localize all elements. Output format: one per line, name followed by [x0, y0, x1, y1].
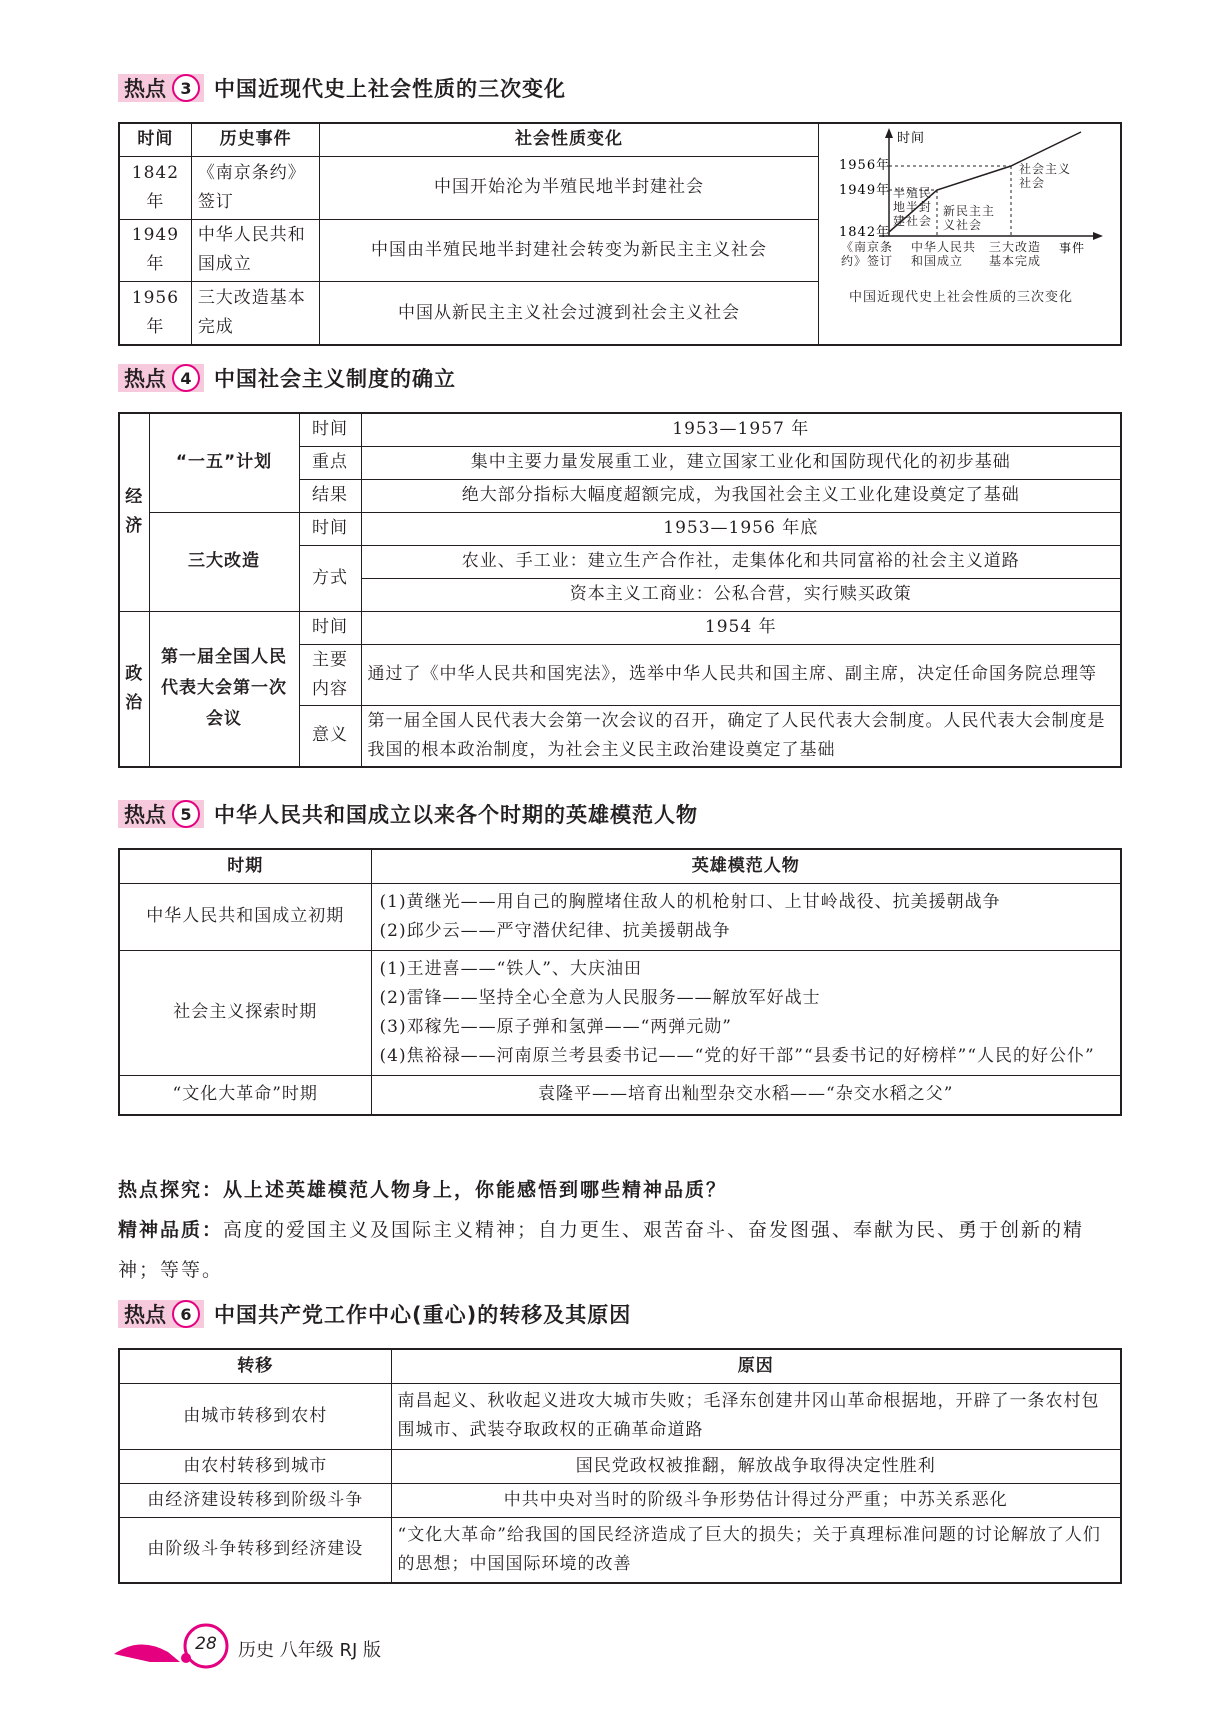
- shift-4: 由阶级斗争转移到经济建设: [119, 1517, 391, 1583]
- econ-label: 经济: [119, 413, 149, 611]
- y-axis-arrow: [885, 128, 893, 138]
- key-time: 时间: [299, 512, 361, 545]
- shift-2: 由农村转移到城市: [119, 1449, 391, 1483]
- footer-subject: 历史 八年级 RJ 版: [238, 1640, 381, 1661]
- period-1-heroes: [371, 883, 1121, 950]
- key-focus: 重点: [299, 446, 361, 479]
- section-3-header: [118, 70, 566, 106]
- row1-event: 《南京条约》签订: [191, 156, 320, 219]
- shift-3: 由经济建设转移到阶级斗争: [119, 1483, 391, 1517]
- period-2-heroes: [371, 950, 1121, 1075]
- section-number: 3: [172, 74, 200, 102]
- col-reason: 原因: [391, 1349, 1121, 1383]
- reform-label: 三大改造: [149, 512, 299, 611]
- period-2: 社会主义探索时期: [119, 950, 371, 1075]
- diagram-caption: 中国近现代史上社会性质的三次变化: [848, 290, 1073, 305]
- reform-way-1: 农业、手工业：建立生产合作社，走集体化和共同富裕的社会主义道路: [361, 545, 1121, 578]
- inquiry-block: [118, 1170, 1122, 1290]
- hot6-table: [118, 1348, 1122, 1584]
- hero-item: (2)雷锋——坚持全心全意为人民服务——解放军好战士: [379, 987, 821, 1008]
- period-1: 中华人民共和国成立初期: [119, 883, 371, 950]
- reason-3: 中共中央对当时的阶级斗争形势估计得过分严重；中苏关系恶化: [391, 1483, 1121, 1517]
- tick-1949: 1949年: [838, 183, 890, 198]
- pol-label: 政治: [119, 611, 149, 767]
- event-label-3: 三大改造基本完成: [988, 240, 1041, 268]
- hot4-table: [118, 412, 1122, 768]
- section-number: 5: [172, 800, 200, 828]
- hot5-table: [118, 848, 1122, 1116]
- hot-tag: 热点 3: [118, 74, 204, 102]
- row3-event: 三大改造基本完成: [191, 282, 320, 345]
- segment-label-1: 半殖民地半封建社会: [892, 186, 932, 228]
- inquiry-question: 热点探究：从上述英雄模范人物身上，你能感悟到哪些精神品质？: [118, 1179, 728, 1201]
- col-heroes: 英雄模范人物: [371, 849, 1121, 883]
- event-label-2: 中华人民共和国成立: [910, 240, 976, 268]
- section-number: 4: [172, 364, 200, 392]
- diagram-cell: [818, 123, 1121, 345]
- key-time: 时间: [299, 413, 361, 446]
- row2-time: 1949 年: [119, 219, 191, 282]
- period-3: “文化大革命”时期: [119, 1075, 371, 1115]
- section-6-header: [118, 1296, 631, 1332]
- col-event: 历史事件: [191, 123, 320, 156]
- key-time: 时间: [299, 611, 361, 644]
- section-title: 中国共产党工作中心(重心)的转移及其原因: [214, 1303, 632, 1327]
- npc-label: 第一届全国人民代表大会第一次会议: [149, 611, 299, 767]
- npc-meaning: 第一届全国人民代表大会第一次会议的召开，确定了人民代表大会制度。人民代表大会制度是我国的根本政治制度，为社会主义民主政治建设奠定了基础: [361, 705, 1121, 767]
- hot-tag: 热点 4: [118, 364, 204, 392]
- hero-item: (1)王进喜——“铁人”、大庆油田: [379, 958, 642, 979]
- section-title: 中华人民共和国成立以来各个时期的英雄模范人物: [214, 803, 698, 827]
- row3-change: 中国从新民主主义社会过渡到社会主义社会: [320, 282, 818, 345]
- row1-change: 中国开始沦为半殖民地半封建社会: [320, 156, 818, 219]
- reform-time: 1953—1956 年底: [361, 512, 1121, 545]
- hero-item: (2)邱少云——严守潜伏纪律、抗美援朝战争: [379, 920, 731, 941]
- key-way: 方式: [299, 545, 361, 611]
- axis-label-time: 时间: [896, 131, 925, 146]
- reform-way-2: 资本主义工商业：公私合营，实行赎买政策: [361, 578, 1121, 611]
- reason-2: 国民党政权被推翻，解放战争取得决定性胜利: [391, 1449, 1121, 1483]
- col-shift: 转移: [119, 1349, 391, 1383]
- npc-content: 通过了《中华人民共和国宪法》，选举中华人民共和国主席、副主席，决定任命国务院总理等: [361, 644, 1121, 705]
- segment-label-2: 新民主主义社会: [942, 204, 995, 232]
- col-period: 时期: [119, 849, 371, 883]
- page-footer: [110, 1618, 510, 1678]
- event-label-1: 《南京条约》签订: [840, 240, 893, 268]
- key-content: 主要内容: [299, 644, 361, 705]
- plan-focus: 集中主要力量发展重工业，建立国家工业化和国防现代化的初步基础: [361, 446, 1121, 479]
- key-result: 结果: [299, 479, 361, 512]
- hot-tag: 热点 5: [118, 800, 204, 828]
- page-number: 28: [195, 1634, 217, 1654]
- section-5-header: [118, 796, 698, 832]
- footer-swoosh-icon: [114, 1644, 180, 1662]
- society-change-diagram: [819, 124, 1119, 344]
- hot-tag: 热点 6: [118, 1300, 204, 1328]
- tick-1956: 1956年: [838, 158, 890, 173]
- col-time: 时间: [119, 123, 191, 156]
- key-meaning: 意义: [299, 705, 361, 767]
- hero-item: (3)邓稼先——原子弹和氢弹——“两弹元勋”: [379, 1016, 732, 1037]
- row2-event: 中华人民共和国成立: [191, 219, 320, 282]
- section-number: 6: [172, 1300, 200, 1328]
- axis-label-event: 事件: [1058, 241, 1085, 255]
- reason-1: 南昌起义、秋收起义进攻大城市失败；毛泽东创建井冈山革命根据地，开辟了一条农村包围城市、武装夺取政权的正确革命道路: [391, 1383, 1121, 1449]
- inquiry-answer: 精神品质：高度的爱国主义及国际主义精神；自力更生、艰苦奋斗、奋发图强、奉献为民、勇于创新的精神；等等。: [118, 1219, 1085, 1281]
- section-title: 中国近现代史上社会性质的三次变化: [214, 77, 566, 101]
- section-4-header: [118, 360, 456, 396]
- tick-1842: 1842年: [838, 225, 890, 240]
- shift-1: 由城市转移到农村: [119, 1383, 391, 1449]
- section-title: 中国社会主义制度的确立: [214, 367, 456, 391]
- plan-label: “一五”计划: [149, 413, 299, 512]
- plan-time: 1953—1957 年: [361, 413, 1121, 446]
- reason-4: “文化大革命”给我国的国民经济造成了巨大的损失；关于真理标准问题的讨论解放了人们的思想；中国国际环境的改善: [391, 1517, 1121, 1583]
- segment-label-3: 社会主义社会: [1018, 162, 1071, 190]
- period-3-hero: 袁隆平——培育出籼型杂交水稻——“杂交水稻之父”: [371, 1075, 1121, 1115]
- row1-time: 1842 年: [119, 156, 191, 219]
- row3-time: 1956 年: [119, 282, 191, 345]
- row2-change: 中国由半殖民地半封建社会转变为新民主主义社会: [320, 219, 818, 282]
- npc-time: 1954 年: [361, 611, 1121, 644]
- hot3-table: [118, 122, 1122, 346]
- hero-item: (1)黄继光——用自己的胸膛堵住敌人的机枪射口、上甘岭战役、抗美援朝战争: [379, 891, 1001, 912]
- hero-item: (4)焦裕禄——河南原兰考县委书记——“党的好干部”“县委书记的好榜样”“人民的好公仆”: [379, 1045, 1095, 1066]
- x-axis-arrow: [1093, 232, 1103, 240]
- plan-result: 绝大部分指标大幅度超额完成，为我国社会主义工业化建设奠定了基础: [361, 479, 1121, 512]
- col-change: 社会性质变化: [320, 123, 818, 156]
